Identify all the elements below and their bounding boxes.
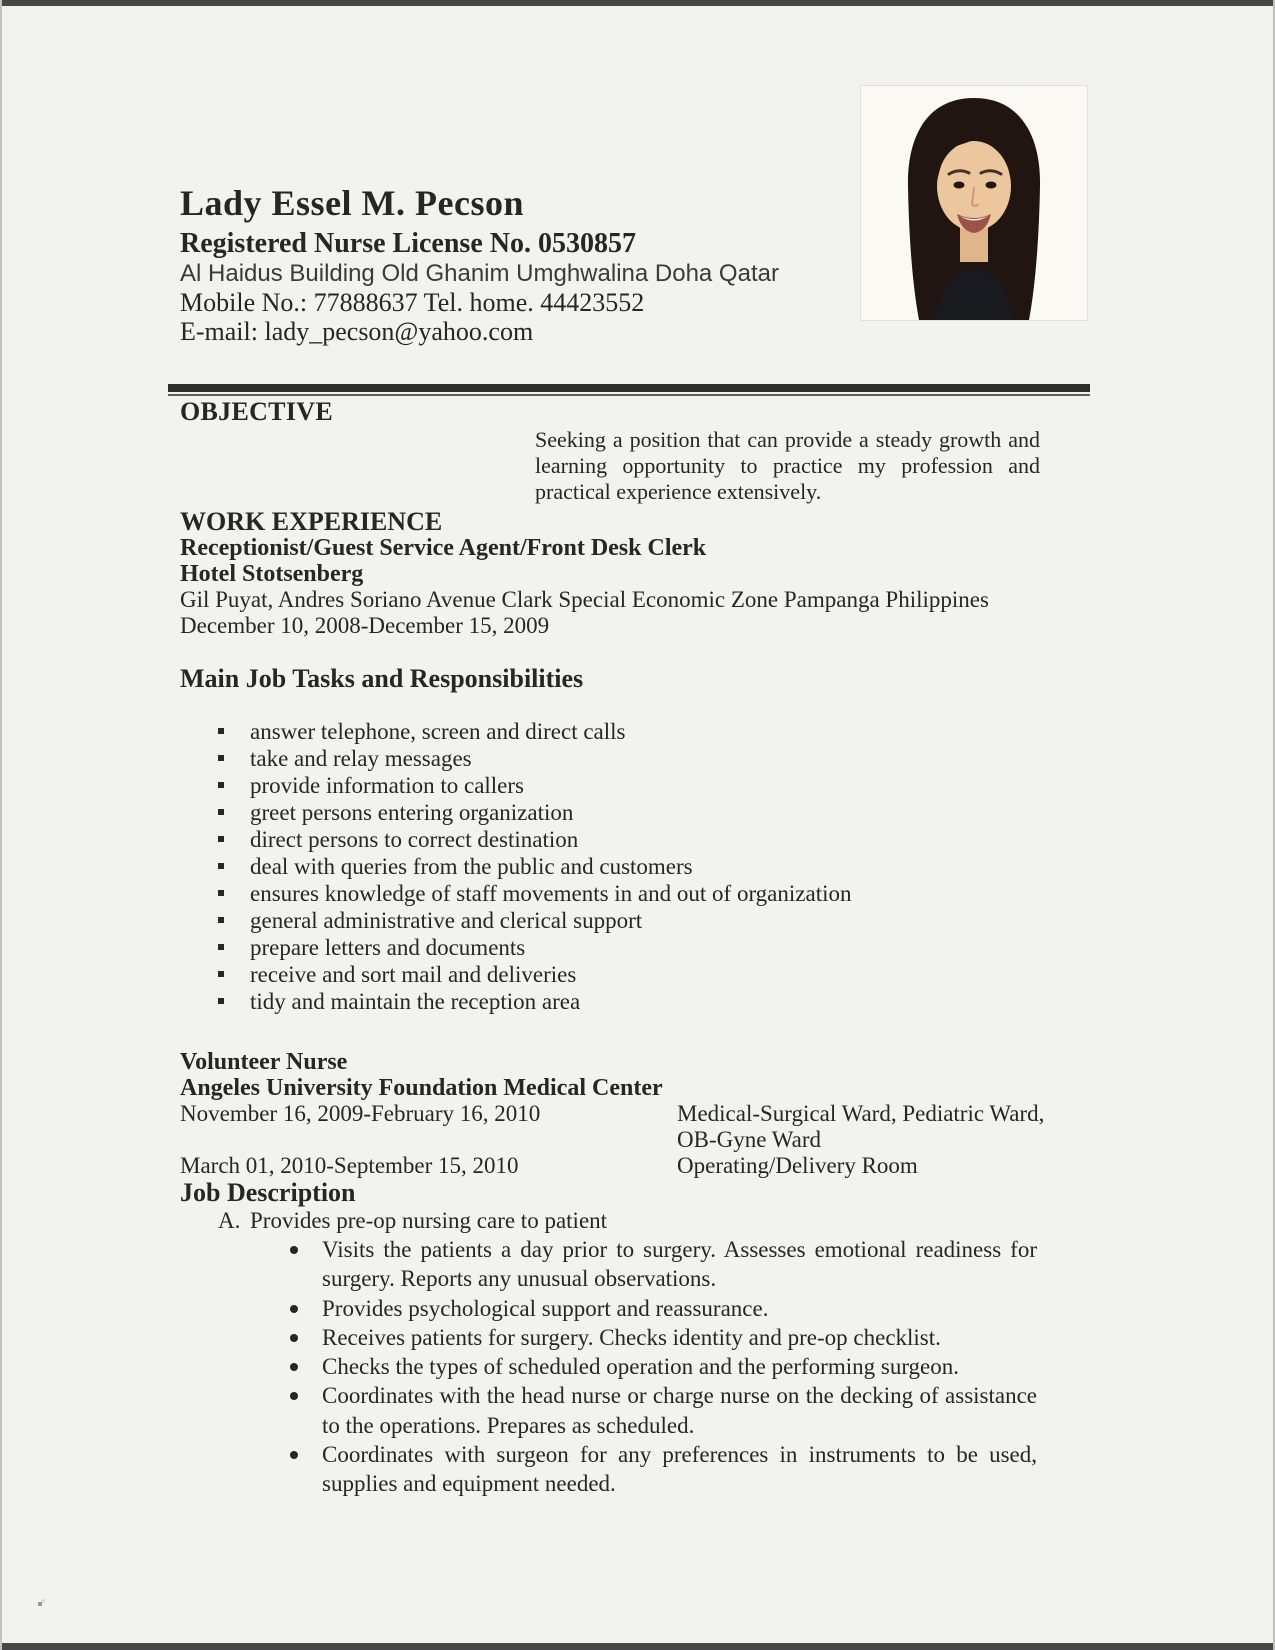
task-item: deal with queries from the public and customers [180,853,1085,880]
objective-line: learning opportunity to practice my profession and [535,453,1040,478]
volunteer-title: Volunteer Nurse [180,1049,348,1075]
scan-artifact [38,1602,42,1606]
task-item: receive and sort mail and deliveries [180,961,1085,988]
job-description-item: Coordinates with the head nurse or charge nurse on the decking of assistance to the operations. Prepares as scheduled. [180,1381,1037,1440]
work-experience-heading: WORK EXPERIENCE [180,507,443,536]
task-item: general administrative and clerical support [180,907,1085,934]
tasks-heading: Main Job Tasks and Responsibilities [180,664,584,693]
objective-text [535,427,1040,505]
volunteer-assignment-row [180,1101,1085,1153]
task-item: prepare letters and documents [180,934,1085,961]
resume-content [180,0,1085,1499]
applicant-name: Lady Essel M. Pecson [180,183,525,223]
job-description-section [180,1206,1085,1235]
task-item: tidy and maintain the reception area [180,988,1085,1015]
volunteer-organization: Angeles University Foundation Medical Center [180,1075,663,1101]
job-description-item: Checks the types of scheduled operation and the performing surgeon. [180,1352,1037,1381]
ward-line: OB-Gyne Ward [677,1127,821,1152]
tasks-list [180,718,1085,1015]
volunteer-assignment-row [180,1153,1085,1179]
section-title: Provides pre-op nursing care to patient [250,1208,608,1233]
job-description-item: Provides psychological support and reassurance. [180,1294,1037,1323]
assignment-ward [677,1101,1044,1153]
task-item: provide information to callers [180,772,1085,799]
employer-address: Gil Puyat, Andres Soriano Avenue Clark Special Economic Zone Pampanga Philippines [180,587,989,612]
objective-line: practical experience extensively. [535,479,822,504]
task-item: take and relay messages [180,745,1085,772]
ward-line: Medical-Surgical Ward, Pediatric Ward, [677,1101,1045,1126]
employer-name: Hotel Stotsenberg [180,561,364,587]
job-title: Receptionist/Guest Service Agent/Front Desk Clerk [180,535,707,561]
job-description-heading: Job Description [180,1178,356,1207]
applicant-photo [861,86,1087,320]
employment-dates: December 10, 2008-December 15, 2009 [180,613,550,638]
task-item: direct persons to correct destination [180,826,1085,853]
job-description-item: Coordinates with surgeon for any preferences in instruments to be used, supplies and equipment needed. [180,1440,1037,1499]
page-bottom-border [0,1643,1275,1650]
section-label: A. [218,1208,241,1233]
applicant-address: Al Haidus Building Old Ghanim Umghwalina Doha Qatar [180,260,779,287]
page-left-border [0,0,2,1650]
job-description-item: Visits the patients a day prior to surgery. Assesses emotional readiness for surgery. Reports any unusual observations. [180,1235,1037,1294]
phone-numbers: Mobile No.: 77888637 Tel. home. 44423552 [180,288,645,317]
assignment-ward [677,1153,918,1179]
portrait-illustration [861,86,1087,320]
objective-line: Seeking a position that can provide a steady growth and [535,427,1040,452]
assignment-dates: March 01, 2010-September 15, 2010 [180,1153,519,1178]
job-description-list [180,1235,1037,1499]
license-number: Registered Nurse License No. 0530857 [180,228,636,259]
objective-heading: OBJECTIVE [180,397,333,426]
task-item: ensures knowledge of staff movements in and out of organization [180,880,1085,907]
ward-line: Operating/Delivery Room [677,1153,918,1178]
spacer [180,1015,1085,1049]
assignment-dates: November 16, 2009-February 16, 2010 [180,1101,541,1126]
email-address: E-mail: lady_pecson@yahoo.com [180,317,534,346]
section-divider-rule [168,384,1090,396]
task-item: answer telephone, screen and direct calls [180,718,1085,745]
job-description-item: Receives patients for surgery. Checks identity and pre-op checklist. [180,1323,1037,1352]
task-item: greet persons entering organization [180,799,1085,826]
